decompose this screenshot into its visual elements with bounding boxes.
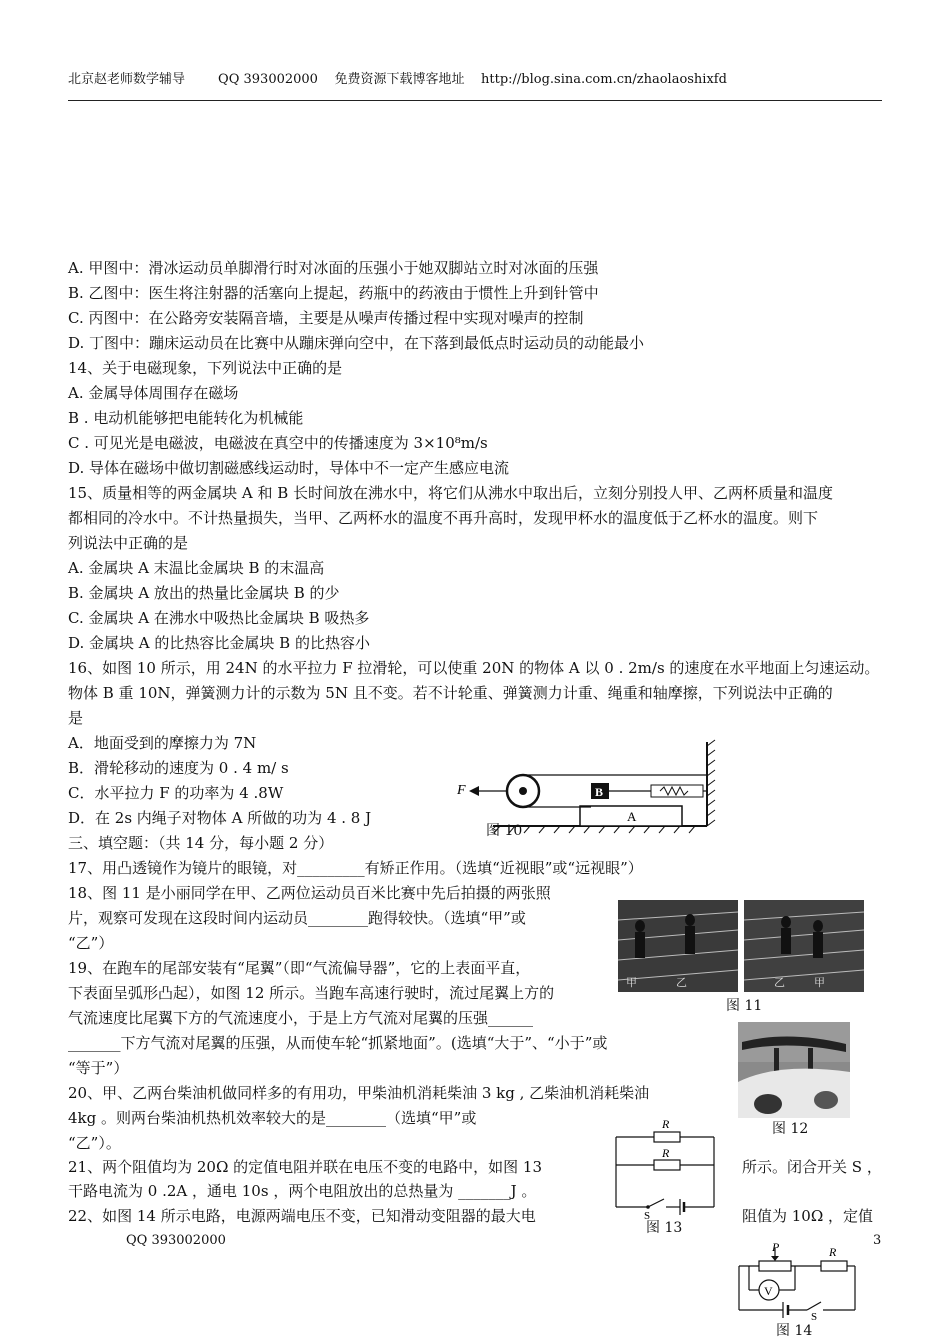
text-line: C．水平拉力 F 的功率为 4 .8W — [68, 784, 284, 802]
text-line: 20、甲、乙两台柴油机做同样多的有用功，甲柴油机消耗柴油 3 kg , 乙柴油机消耗柴油 — [68, 1084, 650, 1102]
footer-qq: QQ 393002000 — [126, 1233, 226, 1248]
text-line: 19、在跑车的尾部安装有“尾翼”（即“气流偏导器”，它的上表面平直， — [68, 959, 531, 977]
text-line: 4kg 。则两台柴油机热机效率较大的是________（选填“甲”或 — [68, 1109, 477, 1127]
photo-label-jia-1: 甲 — [626, 976, 637, 989]
block-b-label: B — [595, 785, 604, 799]
text-line: 22、如图 14 所示电路，电源两端电压不变，已知滑动变阻器的最大电 — [68, 1207, 536, 1225]
figure-10-caption: 图 10 — [486, 823, 523, 839]
text-line: B. 金属块 A 放出的热量比金属块 B 的少 — [68, 584, 340, 602]
text-line: 是 — [68, 709, 84, 727]
block-a-label: A — [627, 809, 637, 824]
text-line: C . 可见光是电磁波，电磁波在真空中的传播速度为 3×10⁸m/s — [68, 434, 488, 452]
text-line: 15、质量相等的两金属块 A 和 B 长时间放在沸水中，将它们从沸水中取出后，立刻分别投人甲、乙两杯质量和温度 — [68, 484, 834, 502]
text-line: B．滑轮移动的速度为 0 . 4 m/ s — [68, 759, 289, 777]
slider-p-label: P — [772, 1242, 780, 1254]
photo-label-jia-2: 甲 — [814, 976, 825, 989]
resistor-r-label: R — [829, 1245, 837, 1259]
text-line: C. 丙图中：在公路旁安装隔音墙，主要是从噪声传播过程中实现对噪声的控制 — [68, 309, 584, 327]
resistor-r — [821, 1261, 847, 1271]
r2-label: R — [662, 1146, 670, 1160]
text-line: A. 甲图中：滑冰运动员单脚滑行时对冰面的压强小于她双脚站立时对冰面的压强 — [68, 259, 599, 277]
text-line: A. 金属导体周围存在磁场 — [68, 384, 239, 402]
resistor-r2 — [654, 1160, 680, 1170]
text-line: A．地面受到的摩擦力为 7N — [68, 734, 257, 752]
figure-11-photos — [618, 898, 866, 994]
text-line: C. 金属块 A 在沸水中吸热比金属块 B 吸热多 — [68, 609, 370, 627]
figure-11-caption: 图 11 — [726, 998, 763, 1014]
figure-12-car-photo — [738, 1022, 850, 1118]
text-line: A. 金属块 A 末温比金属块 B 的末温高 — [68, 559, 325, 577]
text-line: D. 导体在磁场中做切割磁感线运动时，导体中不一定产生感应电流 — [68, 459, 510, 477]
q21-tail-text: 所示。闭合开关 S ， — [742, 1158, 882, 1176]
figure-12-caption: 图 12 — [772, 1121, 809, 1137]
text-line: 都相同的冷水中。不计热量损失，当甲、乙两杯水的温度不再升高时，发现甲杯水的温度低于乙杯水的温度。则下 — [68, 509, 819, 527]
voltmeter-label: V — [764, 1284, 773, 1298]
figure-14-circuit — [735, 1242, 860, 1322]
text-line: 17、用凸透镜作为镜片的眼镜，对_________有矫正作用。（选填“近视眼”或“远视眼”） — [68, 859, 643, 877]
text-line: 三、填空题：（共 14 分，每小题 2 分） — [68, 834, 334, 852]
rheostat — [759, 1261, 791, 1271]
switch-label: S — [644, 1210, 651, 1220]
text-line: 14、关于电磁现象，下列说法中正确的是 — [68, 359, 343, 377]
figure-13-caption: 图 13 — [646, 1220, 683, 1236]
text-line: 气流速度比尾翼下方的气流速度小，于是上方气流对尾翼的压强______ — [68, 1009, 534, 1027]
text-line: 干路电流为 0 .2A ，通电 10s ，两个电阻放出的总热量为 _______J 。 — [68, 1182, 537, 1200]
q22-tail-text: 阻值为 10Ω ，定值 — [742, 1207, 874, 1225]
switch-s-label: S — [811, 1311, 818, 1322]
text-line: “等于”） — [68, 1059, 129, 1077]
text-line: D．在 2s 内绳子对物体 A 所做的功为 4 . 8 J — [68, 809, 372, 827]
text-line: 列说法中正确的是 — [68, 534, 189, 552]
header-rule — [68, 100, 882, 101]
text-line: 16、如图 10 所示，用 24N 的水平拉力 F 拉滑轮，可以使重 20N 的物体 A 以 0 . 2m/s 的速度在水平地面上匀速运动。 — [68, 659, 880, 677]
force-f-label: F — [457, 783, 466, 798]
text-line: “乙”） — [68, 934, 114, 952]
text-line: D. 丁图中：蹦床运动员在比赛中从蹦床弹向空中，在下落到最低点时运动员的动能最小 — [68, 334, 645, 352]
figure-14-caption: 图 14 — [776, 1323, 813, 1339]
text-line: _______下方气流对尾翼的压强，从而使车轮“抓紧地面”。(选填“大于”、“小于”或 — [68, 1034, 608, 1052]
resistor-r1 — [654, 1132, 680, 1142]
spring-scale — [651, 785, 703, 797]
photo-label-yi-2: 乙 — [774, 976, 785, 989]
text-line: B . 电动机能够把电能转化为机械能 — [68, 409, 304, 427]
page-header: 北京赵老师数学辅导 QQ 393002000 免费资源下载博客地址 http://blog.sina.com.cn/zhaolaoshixfd — [68, 72, 727, 87]
text-line: 物体 B 重 10N，弹簧测力计的示数为 5N 且不变。若不计轮重、弹簧测力计重、绳重和轴摩擦，下列说法中正确的 — [68, 684, 833, 702]
page-number: 3 — [873, 1233, 882, 1248]
text-line: 片，观察可发现在这段时间内运动员________跑得较快。（选填“甲”或 — [68, 909, 526, 927]
photo-label-yi-1: 乙 — [676, 976, 687, 989]
text-line: 下表面呈弧形凸起），如图 12 所示。当跑车高速行驶时，流过尾翼上方的 — [68, 984, 555, 1002]
text-line: 21、两个阻值均为 20Ω 的定值电阻并联在电压不变的电路中，如图 13 — [68, 1158, 543, 1176]
text-line: D. 金属块 A 的比热容比金属块 B 的比热容小 — [68, 634, 370, 652]
text-line: 18、图 11 是小丽同学在甲、乙两位运动员百米比赛中先后拍摄的两张照 — [68, 884, 551, 902]
text-line: B. 乙图中：医生将注射器的活塞向上提起，药瓶中的药液由于惯性上升到针管中 — [68, 284, 599, 302]
text-line: “乙”）。 — [68, 1134, 121, 1152]
r1-label: R — [662, 1117, 670, 1131]
figure-13-circuit — [610, 1115, 720, 1220]
